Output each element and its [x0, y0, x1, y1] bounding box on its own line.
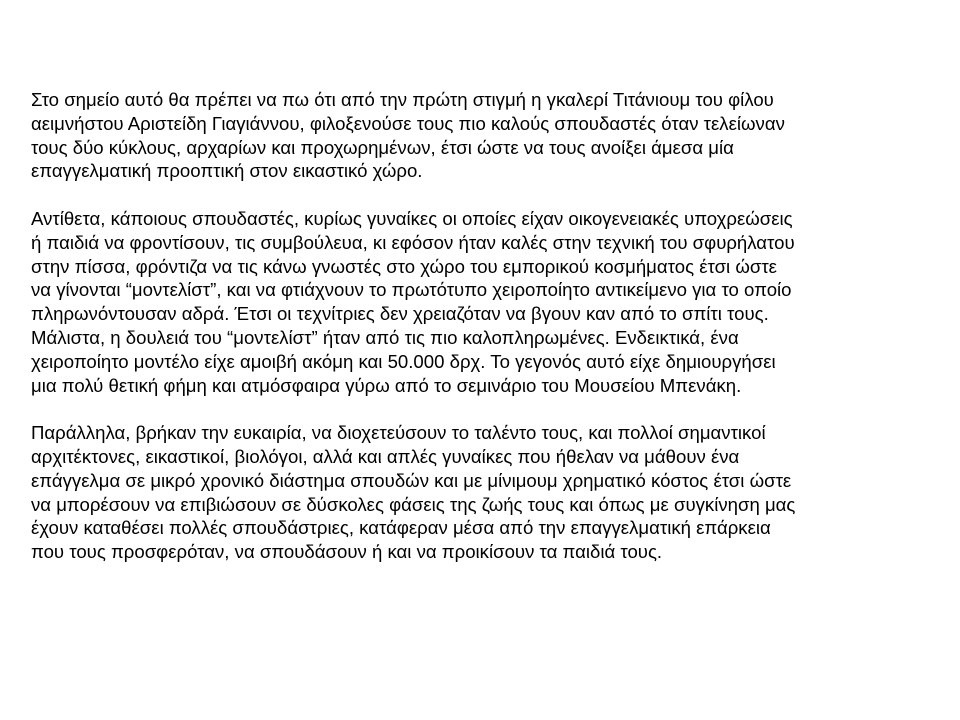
text-line: να μπορέσουν να επιβιώσουν σε δύσκολες φάσεις της ζωής τους και όπως με συγκίνηση μας [31, 493, 796, 515]
text-line: Στο σημείο αυτό θα πρέπει να πω ότι από την πρώτη στιγμή η γκαλερί Τιτάνιουμ του φίλου [31, 89, 774, 110]
paragraph-1 [31, 88, 936, 183]
text-line: αρχιτέκτονες, εικαστικοί, βιολόγοι, αλλά και απλές γυναίκες που ήθελαν να μάθουν ένα [31, 445, 740, 467]
paragraph-2 [31, 207, 936, 397]
text-line: επάγγελμα σε μικρό χρονικό διάστημα σπουδών και με μίνιμουμ χρηματικό κόστος έτσι ώστε [31, 469, 792, 491]
text-line: στην πίσσα, φρόντιζα να τις κάνω γνωστές στο χώρο του εμπορικού κοσμήματος έτσι ώστε [31, 255, 777, 277]
text-body [31, 88, 936, 564]
text-line: να γίνονται “μοντελίστ”, και να φτιάχνουν το πρωτότυπο χειροποίητο αντικείμενο για το οποίο [31, 279, 792, 301]
text-line: μια πολύ θετική φήμη και ατμόσφαιρα γύρω από το σεμινάριο του Μουσείου Μπενάκη. [31, 374, 742, 396]
text-line: αειμνήστου Αριστείδη Γιαγιάννου, φιλοξενούσε τους πιο καλούς σπουδαστές όταν τελείωναν [31, 112, 785, 134]
text-line: έχουν καταθέσει πολλές σπουδάστριες, κατάφεραν μέσα από την επαγγελματική επάρκεια [31, 517, 771, 539]
paragraph-spacer [31, 183, 936, 207]
text-line: που τους προσφερόταν, να σπουδάσουν ή και να προικίσουν τα παιδιά τους. [31, 541, 663, 563]
text-line: Παράλληλα, βρήκαν την ευκαιρία, να διοχετεύσουν το ταλέντο τους, και πολλοί σημαντικοί [31, 422, 766, 444]
text-line: Μάλιστα, η δουλειά του “μοντελίστ” ήταν από τις πιο καλοπληρωμένες. Ενδεικτικά, ένα [31, 326, 739, 348]
paragraph-spacer [31, 397, 936, 421]
text-line: επαγγελματική προοπτική στον εικαστικό χώρο. [31, 160, 423, 182]
text-line: τους δύο κύκλους, αρχαρίων και προχωρημένων, έτσι ώστε να τους ανοίξει άμεσα μία [31, 136, 734, 158]
text-line: ή παιδιά να φροντίσουν, τις συμβούλευα, κι εφόσον ήταν καλές στην τεχνική του σφυρήλατου [31, 231, 795, 253]
text-line: πληρωνόντουσαν αδρά. Έτσι οι τεχνίτριες δεν χρειαζόταν να βγουν καν από το σπίτι τους. [31, 303, 769, 325]
text-line: Αντίθετα, κάποιους σπουδαστές, κυρίως γυναίκες οι οποίες είχαν οικογενειακές υποχρεώσεις [31, 207, 793, 229]
paragraph-3 [31, 421, 936, 564]
text-line: χειροποίητο μοντέλο είχε αμοιβή ακόμη και 50.000 δρχ. Το γεγονός αυτό είχε δημιουργήσει [31, 350, 776, 372]
